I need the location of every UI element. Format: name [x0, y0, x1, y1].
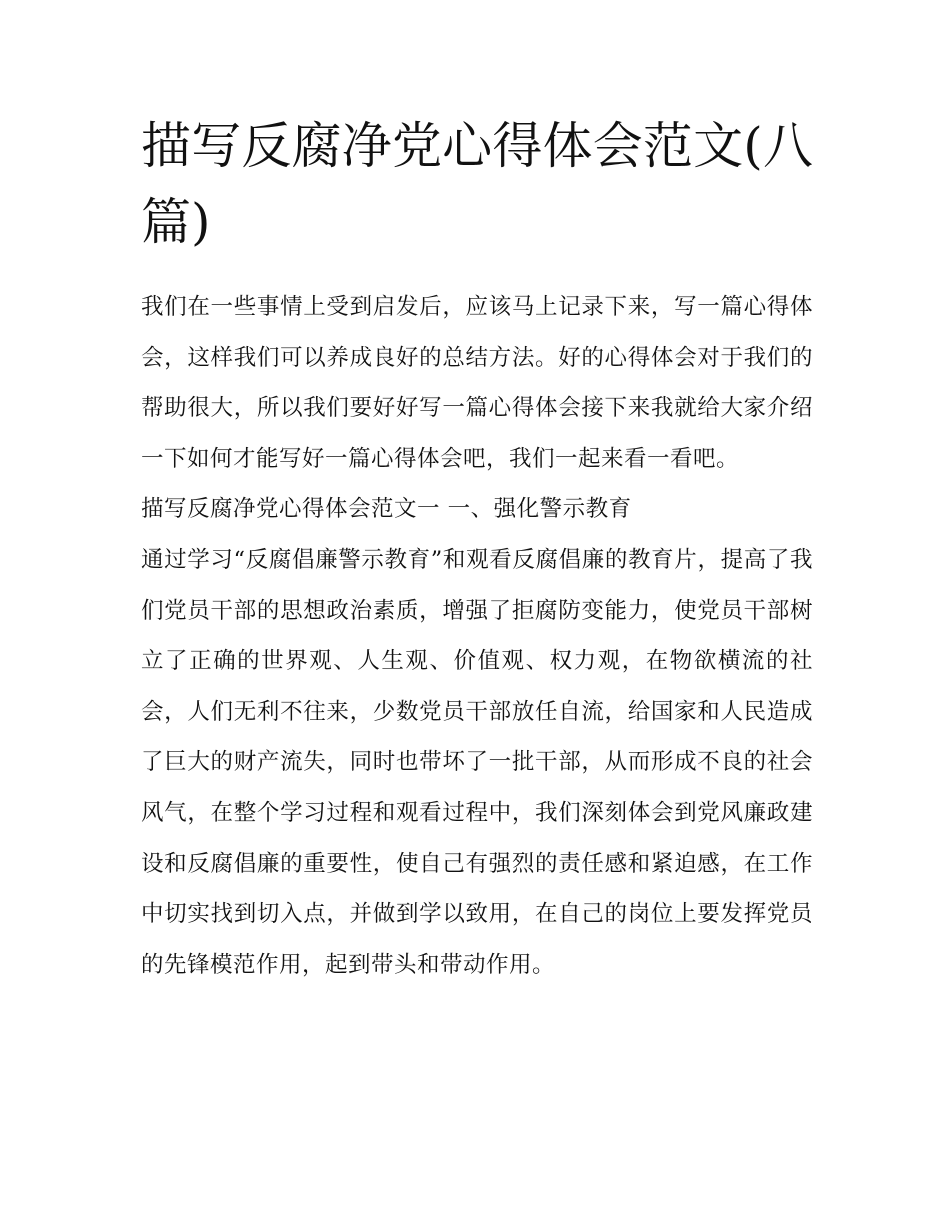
document-content	[141, 108, 813, 990]
body-paragraph: 通过学习“反腐倡廉警示教育”和观看反腐倡廉的教育片，提高了我们党员干部的思想政治素质，增强了拒腐防变能力，使党员干部树立了正确的世界观、人生观、价值观、权力观，在物欲横流的社会，人们无利不往来，少数党员干部放任自流，给国家和人民造成了巨大的财产流失，同时也带坏了一批干部，从而形成不良的社会风气，在整个学习过程和观看过程中，我们深刻体会到党风廉政建设和反腐倡廉的重要性，使自己有强烈的责任感和紧迫感，在工作中切实找到切入点，并做到学以致用，在自己的岗位上要发挥党员的先锋模范作用，起到带头和带动作用。	[141, 546, 813, 978]
intro-paragraph: 我们在一些事情上受到启发后，应该马上记录下来，写一篇心得体会，这样我们可以养成良好的总结方法。好的心得体会对于我们的帮助很大，所以我们要好好写一篇心得体会接下来我就给大家介绍一下如何才能写好一篇心得体会吧，我们一起来看一看吧。	[141, 294, 813, 472]
section-heading: 描写反腐净党心得体会范文一 一、强化警示教育	[141, 496, 632, 523]
document-body	[141, 282, 813, 990]
document-title: 描写反腐净党心得体会范文(八篇)	[141, 117, 813, 251]
